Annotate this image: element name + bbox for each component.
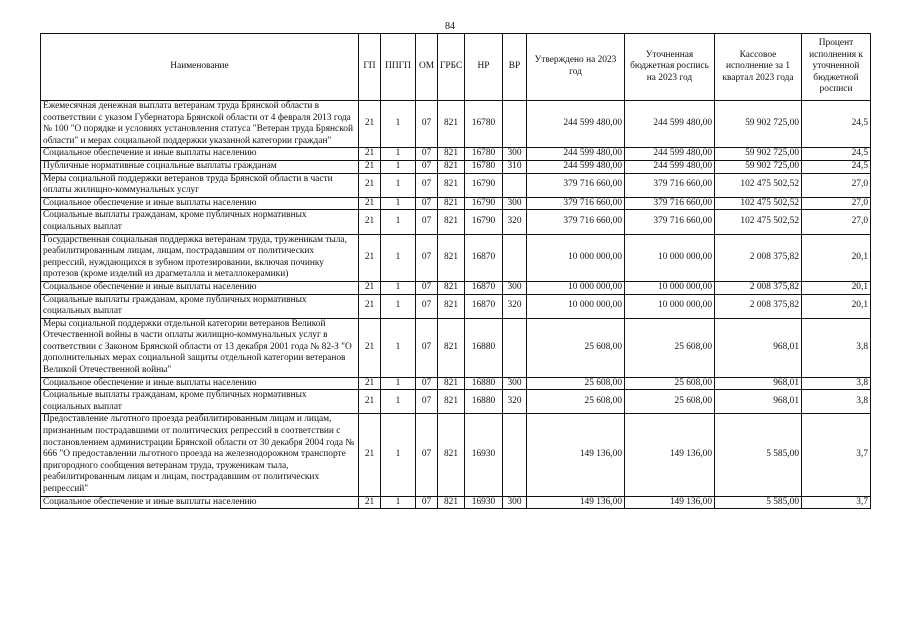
cell-gp: 21 bbox=[359, 173, 381, 197]
table-row bbox=[41, 210, 871, 234]
header-revised: Уточненная бюджетная роспись на 2023 год bbox=[625, 34, 715, 101]
table-row bbox=[41, 197, 871, 210]
cell-cash: 5 585,00 bbox=[715, 496, 802, 509]
cell-grbs: 821 bbox=[438, 377, 465, 390]
cell-om: 07 bbox=[416, 101, 438, 148]
cell-percent: 20,1 bbox=[802, 281, 871, 294]
cell-gp: 21 bbox=[359, 414, 381, 496]
cell-ppgp: 1 bbox=[381, 414, 416, 496]
cell-vr: 300 bbox=[503, 148, 527, 161]
cell-cash: 968,01 bbox=[715, 390, 802, 414]
cell-cash: 2 008 375,82 bbox=[715, 281, 802, 294]
cell-cash: 102 475 502,52 bbox=[715, 173, 802, 197]
table-row bbox=[41, 281, 871, 294]
cell-np: 16880 bbox=[465, 390, 503, 414]
header-om: ОМ bbox=[416, 34, 438, 101]
cell-gp: 21 bbox=[359, 148, 381, 161]
cell-om: 07 bbox=[416, 318, 438, 377]
cell-gp: 21 bbox=[359, 197, 381, 210]
cell-grbs: 821 bbox=[438, 318, 465, 377]
table-row bbox=[41, 318, 871, 377]
header-np: НР bbox=[465, 34, 503, 101]
table-row bbox=[41, 496, 871, 509]
cell-revised: 379 716 660,00 bbox=[625, 197, 715, 210]
header-cash: Кассовое исполнение за 1 квартал 2023 года bbox=[715, 34, 802, 101]
cell-name: Социальное обеспечение и иные выплаты населению bbox=[41, 377, 359, 390]
cell-np: 16870 bbox=[465, 281, 503, 294]
cell-om: 07 bbox=[416, 496, 438, 509]
cell-om: 07 bbox=[416, 210, 438, 234]
cell-np: 16780 bbox=[465, 101, 503, 148]
cell-percent: 3,8 bbox=[802, 390, 871, 414]
cell-vr: 310 bbox=[503, 160, 527, 173]
cell-om: 07 bbox=[416, 173, 438, 197]
cell-approved: 10 000 000,00 bbox=[527, 234, 625, 281]
cell-cash: 2 008 375,82 bbox=[715, 294, 802, 318]
cell-percent: 20,1 bbox=[802, 234, 871, 281]
table-row bbox=[41, 173, 871, 197]
header-grbs: ГРБС bbox=[438, 34, 465, 101]
cell-grbs: 821 bbox=[438, 148, 465, 161]
cell-np: 16790 bbox=[465, 173, 503, 197]
cell-revised: 149 136,00 bbox=[625, 414, 715, 496]
cell-gp: 21 bbox=[359, 101, 381, 148]
cell-name: Социальные выплаты гражданам, кроме публичных нормативных социальных выплат bbox=[41, 390, 359, 414]
table-row bbox=[41, 294, 871, 318]
table-row bbox=[41, 160, 871, 173]
cell-cash: 2 008 375,82 bbox=[715, 234, 802, 281]
table-row bbox=[41, 414, 871, 496]
cell-np: 16790 bbox=[465, 197, 503, 210]
cell-name: Социальные выплаты гражданам, кроме публичных нормативных социальных выплат bbox=[41, 294, 359, 318]
cell-revised: 244 599 480,00 bbox=[625, 160, 715, 173]
header-gp: ГП bbox=[359, 34, 381, 101]
cell-revised: 25 608,00 bbox=[625, 318, 715, 377]
cell-vr: 300 bbox=[503, 281, 527, 294]
cell-percent: 3,8 bbox=[802, 377, 871, 390]
cell-approved: 244 599 480,00 bbox=[527, 160, 625, 173]
header-ppgp: ППГП bbox=[381, 34, 416, 101]
cell-percent: 27,0 bbox=[802, 210, 871, 234]
cell-gp: 21 bbox=[359, 318, 381, 377]
cell-percent: 20,1 bbox=[802, 294, 871, 318]
cell-vr: 300 bbox=[503, 496, 527, 509]
cell-vr: 320 bbox=[503, 210, 527, 234]
cell-gp: 21 bbox=[359, 377, 381, 390]
cell-approved: 25 608,00 bbox=[527, 318, 625, 377]
cell-name: Предоставление льготного проезда реабилитированным лицам и лицам, признанным пострадавшими от политических репрессий в соответствии с постановлением администрации Брянской области от 30 декабря 2004 года № 666 "О предоставлении льготного проезда на железнодорожном транспорте пригородного сообщения ветеранам труда, труженикам тыла, реабилитированным лицам и лицам, пострадавшим от политических репрессий" bbox=[41, 414, 359, 496]
cell-percent: 24,5 bbox=[802, 101, 871, 148]
cell-revised: 25 608,00 bbox=[625, 377, 715, 390]
cell-grbs: 821 bbox=[438, 281, 465, 294]
cell-revised: 244 599 480,00 bbox=[625, 148, 715, 161]
cell-grbs: 821 bbox=[438, 496, 465, 509]
table-row bbox=[41, 377, 871, 390]
page-number: 84 bbox=[445, 21, 455, 32]
cell-grbs: 821 bbox=[438, 234, 465, 281]
cell-gp: 21 bbox=[359, 160, 381, 173]
cell-cash: 968,01 bbox=[715, 377, 802, 390]
cell-gp: 21 bbox=[359, 210, 381, 234]
cell-grbs: 821 bbox=[438, 173, 465, 197]
table-row bbox=[41, 234, 871, 281]
cell-ppgp: 1 bbox=[381, 294, 416, 318]
cell-percent: 27,0 bbox=[802, 173, 871, 197]
cell-name: Меры социальной поддержки отдельной категории ветеранов Великой Отечественной войны в части оплаты жилищно-коммунальных услуг в соответствии с Законом Брянской области от 13 декабря 2001 года № 82-З "О дополнительных мерах социальной защиты отдельной категории ветеранов Великой Отечественной войны" bbox=[41, 318, 359, 377]
cell-om: 07 bbox=[416, 414, 438, 496]
cell-om: 07 bbox=[416, 390, 438, 414]
table-row bbox=[41, 148, 871, 161]
cell-cash: 102 475 502,52 bbox=[715, 197, 802, 210]
cell-approved: 149 136,00 bbox=[527, 414, 625, 496]
cell-np: 16880 bbox=[465, 377, 503, 390]
cell-om: 07 bbox=[416, 281, 438, 294]
cell-np: 16780 bbox=[465, 160, 503, 173]
cell-approved: 379 716 660,00 bbox=[527, 210, 625, 234]
cell-vr: 320 bbox=[503, 294, 527, 318]
cell-np: 16930 bbox=[465, 414, 503, 496]
cell-vr: 300 bbox=[503, 377, 527, 390]
cell-approved: 379 716 660,00 bbox=[527, 197, 625, 210]
cell-cash: 968,01 bbox=[715, 318, 802, 377]
cell-percent: 24,5 bbox=[802, 148, 871, 161]
cell-approved: 10 000 000,00 bbox=[527, 294, 625, 318]
cell-om: 07 bbox=[416, 197, 438, 210]
header-percent: Процент исполнения к уточненной бюджетной росписи bbox=[802, 34, 871, 101]
header-name: Наименование bbox=[41, 34, 359, 101]
cell-revised: 149 136,00 bbox=[625, 496, 715, 509]
cell-cash: 102 475 502,52 bbox=[715, 210, 802, 234]
cell-revised: 379 716 660,00 bbox=[625, 210, 715, 234]
header-approved: Утверждено на 2023 год bbox=[527, 34, 625, 101]
cell-name: Социальное обеспечение и иные выплаты населению bbox=[41, 496, 359, 509]
cell-np: 16780 bbox=[465, 148, 503, 161]
cell-vr bbox=[503, 173, 527, 197]
cell-ppgp: 1 bbox=[381, 173, 416, 197]
cell-ppgp: 1 bbox=[381, 210, 416, 234]
cell-ppgp: 1 bbox=[381, 496, 416, 509]
cell-cash: 59 902 725,00 bbox=[715, 101, 802, 148]
cell-ppgp: 1 bbox=[381, 234, 416, 281]
cell-name: Социальное обеспечение и иные выплаты населению bbox=[41, 281, 359, 294]
cell-ppgp: 1 bbox=[381, 101, 416, 148]
cell-percent: 27,0 bbox=[802, 197, 871, 210]
cell-vr: 320 bbox=[503, 390, 527, 414]
header-vr: ВР bbox=[503, 34, 527, 101]
cell-vr bbox=[503, 101, 527, 148]
cell-approved: 10 000 000,00 bbox=[527, 281, 625, 294]
cell-om: 07 bbox=[416, 234, 438, 281]
cell-vr bbox=[503, 414, 527, 496]
cell-revised: 379 716 660,00 bbox=[625, 173, 715, 197]
cell-approved: 244 599 480,00 bbox=[527, 101, 625, 148]
cell-name: Социальное обеспечение и иные выплаты населению bbox=[41, 197, 359, 210]
cell-approved: 25 608,00 bbox=[527, 390, 625, 414]
cell-name: Государственная социальная поддержка ветеранам труда, труженикам тыла, реабилитированным лицам, лицам, пострадавшим от политических репрессий, нуждающихся в зубном протезировании, включая починку протезов (кроме изделий из драгметалла и металлокерамики) bbox=[41, 234, 359, 281]
cell-gp: 21 bbox=[359, 390, 381, 414]
cell-percent: 24,5 bbox=[802, 160, 871, 173]
cell-om: 07 bbox=[416, 148, 438, 161]
cell-percent: 3,8 bbox=[802, 318, 871, 377]
cell-name: Публичные нормативные социальные выплаты гражданам bbox=[41, 160, 359, 173]
cell-revised: 244 599 480,00 bbox=[625, 101, 715, 148]
cell-name: Социальное обеспечение и иные выплаты населению bbox=[41, 148, 359, 161]
cell-vr: 300 bbox=[503, 197, 527, 210]
cell-approved: 149 136,00 bbox=[527, 496, 625, 509]
cell-gp: 21 bbox=[359, 281, 381, 294]
table-row bbox=[41, 101, 871, 148]
cell-name: Меры социальной поддержки ветеранов труда Брянской области в части оплаты жилищно-коммунальных услуг bbox=[41, 173, 359, 197]
table-body bbox=[41, 101, 871, 509]
cell-np: 16790 bbox=[465, 210, 503, 234]
cell-ppgp: 1 bbox=[381, 281, 416, 294]
cell-revised: 10 000 000,00 bbox=[625, 294, 715, 318]
cell-om: 07 bbox=[416, 294, 438, 318]
cell-ppgp: 1 bbox=[381, 390, 416, 414]
cell-om: 07 bbox=[416, 160, 438, 173]
cell-gp: 21 bbox=[359, 496, 381, 509]
cell-revised: 10 000 000,00 bbox=[625, 281, 715, 294]
cell-name: Социальные выплаты гражданам, кроме публичных нормативных социальных выплат bbox=[41, 210, 359, 234]
cell-grbs: 821 bbox=[438, 414, 465, 496]
cell-ppgp: 1 bbox=[381, 318, 416, 377]
cell-grbs: 821 bbox=[438, 390, 465, 414]
cell-cash: 59 902 725,00 bbox=[715, 148, 802, 161]
cell-cash: 59 902 725,00 bbox=[715, 160, 802, 173]
cell-cash: 5 585,00 bbox=[715, 414, 802, 496]
cell-name: Ежемесячная денежная выплата ветеранам труда Брянской области в соответствии с указом Губернатора Брянской области от 4 февраля 2013 года № 100 "О порядке и условиях установления статуса "Ветеран труда Брянской области" и мерах социальной поддержки указанной категории граждан" bbox=[41, 101, 359, 148]
cell-percent: 3,7 bbox=[802, 496, 871, 509]
cell-percent: 3,7 bbox=[802, 414, 871, 496]
budget-table bbox=[40, 33, 871, 509]
table-header-row bbox=[41, 34, 871, 101]
cell-grbs: 821 bbox=[438, 101, 465, 148]
cell-np: 16930 bbox=[465, 496, 503, 509]
cell-grbs: 821 bbox=[438, 294, 465, 318]
cell-approved: 244 599 480,00 bbox=[527, 148, 625, 161]
cell-ppgp: 1 bbox=[381, 148, 416, 161]
cell-gp: 21 bbox=[359, 294, 381, 318]
cell-vr bbox=[503, 234, 527, 281]
cell-np: 16870 bbox=[465, 294, 503, 318]
cell-revised: 10 000 000,00 bbox=[625, 234, 715, 281]
cell-vr bbox=[503, 318, 527, 377]
cell-np: 16870 bbox=[465, 234, 503, 281]
table-row bbox=[41, 390, 871, 414]
cell-ppgp: 1 bbox=[381, 160, 416, 173]
cell-gp: 21 bbox=[359, 234, 381, 281]
cell-ppgp: 1 bbox=[381, 197, 416, 210]
cell-grbs: 821 bbox=[438, 197, 465, 210]
cell-np: 16880 bbox=[465, 318, 503, 377]
cell-approved: 379 716 660,00 bbox=[527, 173, 625, 197]
cell-approved: 25 608,00 bbox=[527, 377, 625, 390]
cell-om: 07 bbox=[416, 377, 438, 390]
cell-grbs: 821 bbox=[438, 160, 465, 173]
cell-revised: 25 608,00 bbox=[625, 390, 715, 414]
cell-grbs: 821 bbox=[438, 210, 465, 234]
cell-ppgp: 1 bbox=[381, 377, 416, 390]
